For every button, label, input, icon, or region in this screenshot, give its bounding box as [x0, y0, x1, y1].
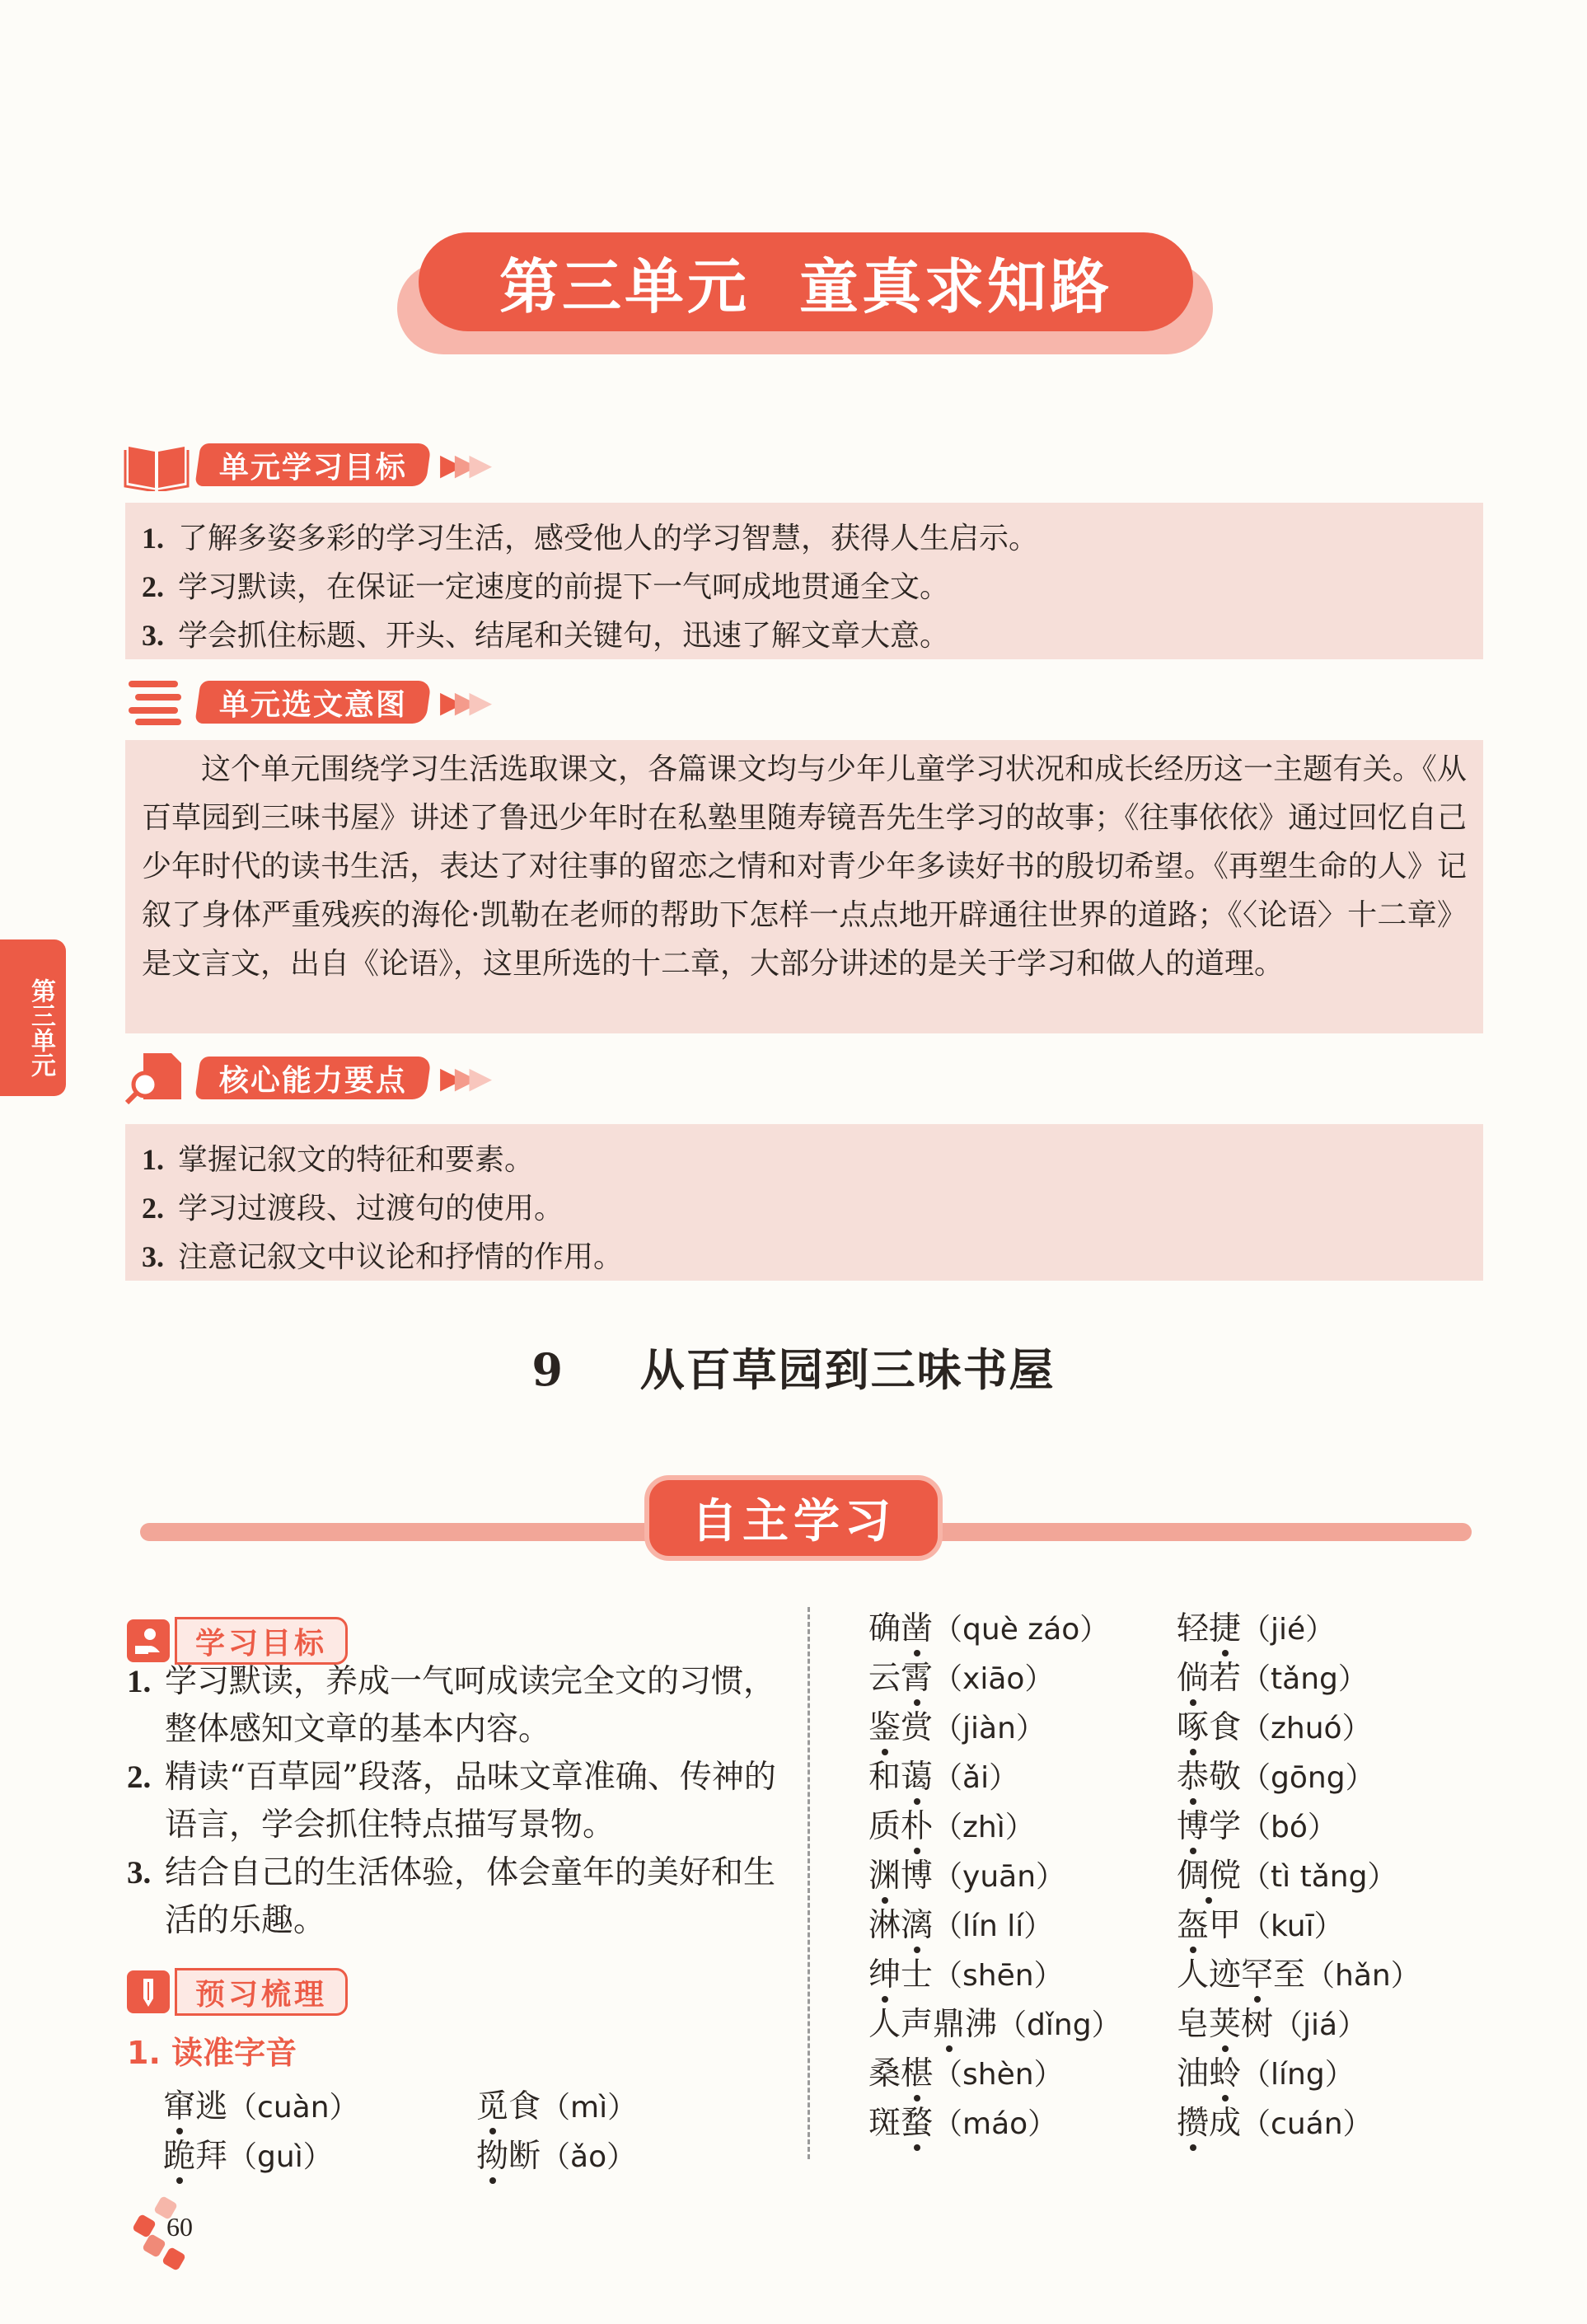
study-goal-item: 2. 精读“百草园”段落，品味文章准确、传神的语言，学会抓住特点描写景物。 — [127, 1759, 776, 1844]
magnifier-doc-icon — [124, 1052, 190, 1104]
word-item: 窜逃（cuàn） — [163, 2085, 359, 2130]
section-goals-title: 单元学习目标 — [194, 443, 431, 486]
word-item: 淋漓（lín lí） — [868, 1904, 1053, 1949]
book-icon — [124, 438, 190, 491]
study-goals-title: 学习目标 — [175, 1617, 348, 1665]
section-core-header — [124, 1052, 484, 1104]
arrows-icon: ▶▶▶ — [440, 447, 485, 482]
word-item: 恭敬（gōng） — [1177, 1755, 1375, 1801]
word-item: 斑蝥（máo） — [868, 2101, 1057, 2147]
lesson-name: 从百草园到三味书屋 — [639, 1343, 1056, 1396]
arrows-icon: ▶▶▶ — [440, 1061, 485, 1095]
word-item: 渊博（yuān） — [868, 1854, 1065, 1900]
word-item: 皂荚树（jiá） — [1177, 2003, 1367, 2048]
reader-icon — [127, 1619, 170, 1662]
word-item: 觅食（mì） — [476, 2085, 637, 2130]
self-study-tag: 自主学习 — [644, 1475, 943, 1561]
word-item: 油蛉（líng） — [1177, 2052, 1355, 2097]
word-item: 轻捷（jié） — [1177, 1607, 1335, 1652]
word-item: 和蔼（ǎi） — [868, 1755, 1018, 1801]
word-item: 倘若（tǎng） — [1177, 1656, 1368, 1702]
section-intent-title: 单元选文意图 — [194, 681, 431, 724]
word-item: 人声鼎沸（dǐng） — [868, 2003, 1121, 2048]
word-item: 跪拜（guì） — [163, 2134, 333, 2180]
preview-title: 预习梳理 — [175, 1968, 348, 2016]
unit-banner-part1: 第三单元 — [499, 252, 750, 321]
core-item: 2. 学习过渡段、过渡句的使用。 — [142, 1192, 564, 1225]
pencil-icon — [127, 1970, 170, 2013]
word-item: 拗断（ǎo） — [476, 2134, 636, 2180]
word-item: 质朴（zhì） — [868, 1805, 1035, 1850]
core-item: 3. 注意记叙文中议论和抒情的作用。 — [142, 1240, 624, 1274]
section-core-title: 核心能力要点 — [194, 1057, 431, 1099]
word-item: 倜傥（tì tǎng） — [1177, 1854, 1397, 1900]
lesson-title — [0, 1335, 1587, 1399]
study-goal-item: 1. 学习默读，养成一气呵成读完全文的习惯，整体感知文章的基本内容。 — [127, 1663, 776, 1748]
section-goals-box — [125, 503, 1483, 659]
unit-banner — [419, 232, 1193, 331]
word-item: 确凿（què záo） — [868, 1607, 1109, 1652]
word-item: 博学（bó） — [1177, 1805, 1337, 1850]
lesson-number: 9 — [531, 1343, 564, 1396]
word-item: 绅士（shēn） — [868, 1953, 1064, 1998]
study-goals-list — [127, 1658, 786, 1945]
word-item: 攒成（cuán） — [1177, 2101, 1373, 2147]
study-goal-item: 3. 结合自己的生活体验，体会童年的美好和生活的乐趣。 — [127, 1854, 776, 1939]
section-intent-header — [124, 676, 484, 729]
unit-banner-part2: 童真求知路 — [799, 252, 1113, 321]
side-tab: 第三单元 — [0, 939, 66, 1096]
pronunciation-heading: 1. 读准字音 — [127, 2035, 297, 2071]
section-goals-header — [124, 438, 484, 491]
goal-item: 1. 了解多姿多彩的学习生活，感受他人的学习智慧，获得人生启示。 — [142, 522, 1039, 555]
column-divider — [808, 1607, 810, 2159]
word-item: 鉴赏（jiàn） — [868, 1706, 1046, 1751]
word-item: 盔甲（kuī） — [1177, 1904, 1344, 1949]
preview-header — [127, 1966, 348, 2017]
word-item: 桑椹（shèn） — [868, 2052, 1064, 2097]
intent-paragraph: 这个单元围绕学习生活选取课文，各篇课文均与少年儿童学习状况和成长经历这一主题有关。《从百草园到三味书屋》讲述了鲁迅少年时在私塾里随寿镜吾先生学习的故事；《往事依依》通过回忆自己少年时代的读书生活，表达了对往事的留恋之情和对青少年多读好书的殷切希望。《再塑生命的人》记叙了身体严重残疾的海伦·凯勒在老师的帮助下怎样一点点地开辟通往世界的道路；《〈论语〉十二章》是文言文，出自《论语》，这里所选的十二章，大部分讲述的是关于学习和做人的道理。 — [142, 752, 1467, 981]
goal-item: 3. 学会抓住标题、开头、结尾和关键句，迅速了解文章大意。 — [142, 619, 950, 653]
goal-item: 2. 学习默读，在保证一定速度的前提下一气呵成地贯通全文。 — [142, 570, 950, 604]
arrows-icon: ▶▶▶ — [440, 685, 485, 719]
word-item: 人迹罕至（hǎn） — [1177, 1953, 1421, 1998]
section-intent-box — [125, 740, 1483, 1033]
word-item: 啄食（zhuó） — [1177, 1706, 1372, 1751]
scroll-icon — [124, 676, 190, 729]
page-number: 60 — [166, 2212, 193, 2242]
section-core-box — [125, 1124, 1483, 1281]
core-item: 1. 掌握记叙文的特征和要素。 — [142, 1143, 535, 1177]
word-item: 云霄（xiāo） — [868, 1656, 1054, 1702]
hex-decor-icon — [162, 2247, 186, 2271]
